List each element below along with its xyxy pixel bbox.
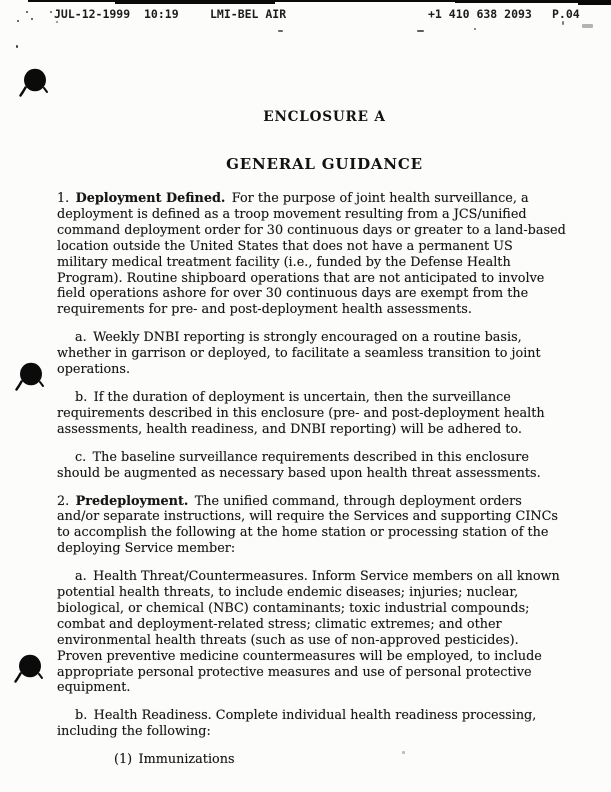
- ink-blot: [14, 654, 46, 690]
- fax-phone-number: +1 410 638 2093: [428, 7, 532, 21]
- paragraph-label: (1): [114, 752, 139, 768]
- scan-speck: [31, 18, 33, 20]
- paragraph-label: c.: [75, 449, 93, 465]
- fax-header: [0, 7, 611, 23]
- paragraph: [57, 494, 566, 558]
- scan-speck: [56, 21, 58, 23]
- paragraph-lead: Predeployment.: [75, 493, 195, 509]
- paragraph-text: The baseline surveillance requirements described in this enclosure should be augmented as necessary based upon health threat assessments.: [57, 449, 541, 481]
- paragraph: [57, 708, 566, 740]
- document-body: [57, 109, 566, 780]
- paragraph-label: a.: [75, 569, 94, 585]
- guidance-title: GENERAL GUIDANCE: [226, 155, 423, 173]
- fax-page-number: P.04: [552, 7, 580, 21]
- paragraph: [57, 450, 566, 482]
- paragraph-label: 2.: [57, 493, 76, 509]
- scan-speck: [26, 11, 28, 13]
- paragraph-text: Health Threat/Countermeasures. Inform Service members on all known potential health threats, to include endemic diseases; injuries; nuclear, biological, or chemical (NBC) contaminants; toxic industrial compounds; combat and deployment-related stress; climatic extremes; and other environmental health threats (such as use of non-approved pesticides). Proven preventive medicine countermeasures will be employed, to include appropriate personal protective measures and use of personal protective equipment.: [57, 569, 560, 696]
- paragraph-text: For the purpose of joint health surveillance, a deployment is defined as a troop movement resulting from a JCS/unified command deployment order for 30 continuous days or greater to a land-based location outside the United States that does not have a permanent US military medical treatment facility (i.e., funded by the Defense Health Program). Routine shipboard operations that are not anticipated to involve field operations ashore for over 30 continuous days are exempt from the requirements for pre- and post-deployment health assessments.: [57, 191, 566, 318]
- paragraph-text: Health Readiness. Complete individual health readiness processing, including the following:: [57, 708, 537, 740]
- paragraph: [114, 752, 566, 768]
- ink-blot: [19, 68, 51, 104]
- paragraph-text: Weekly DNBI reporting is strongly encouraged on a routine basis, whether in garrison or deployed, to facilitate a seamless transition to joint operations.: [57, 330, 541, 378]
- scan-speck: [278, 30, 283, 32]
- paragraph: [57, 191, 566, 318]
- paragraph-list: [57, 191, 566, 768]
- scan-speck: [16, 45, 18, 48]
- paragraph-label: a.: [75, 330, 94, 346]
- paragraph: [57, 569, 566, 696]
- paragraph: [57, 330, 566, 378]
- paragraph-label: b.: [75, 708, 94, 724]
- paragraph-label: b.: [75, 389, 94, 405]
- paragraph: [57, 390, 566, 438]
- scan-speck: [50, 11, 52, 13]
- paragraph-lead: Deployment Defined.: [75, 191, 232, 206]
- enclosure-title: ENCLOSURE A: [263, 109, 386, 125]
- paragraph-text: Immunizations: [138, 752, 235, 768]
- paragraph-text: The unified command, through deployment orders and/or separate instructions, will require the Services and supporting CINCs to accomplish the following at the home station or processing station of the deploying Service member:: [57, 493, 558, 557]
- scan-edge-line: [115, 0, 275, 4]
- scan-speck: [474, 28, 476, 30]
- ink-blot: [15, 362, 47, 398]
- scan-edge-line: [455, 0, 585, 3]
- scan-speck: [17, 20, 19, 22]
- fax-datetime: JUL-12-1999 10:19: [54, 7, 179, 21]
- scan-speck: [402, 751, 405, 754]
- scan-speck: [562, 21, 564, 25]
- paragraph-label: 1.: [57, 191, 76, 206]
- scan-speck: [417, 30, 424, 32]
- scan-edge-line: [578, 0, 611, 5]
- paragraph-text: If the duration of deployment is uncertain, then the surveillance requirements described in this enclosure (pre- and post-deployment health assessments, health readiness, and DNBI reporting) will be adhered to.: [57, 389, 545, 437]
- scan-speck: [582, 24, 593, 28]
- fax-sender: LMI-BEL AIR: [210, 7, 287, 21]
